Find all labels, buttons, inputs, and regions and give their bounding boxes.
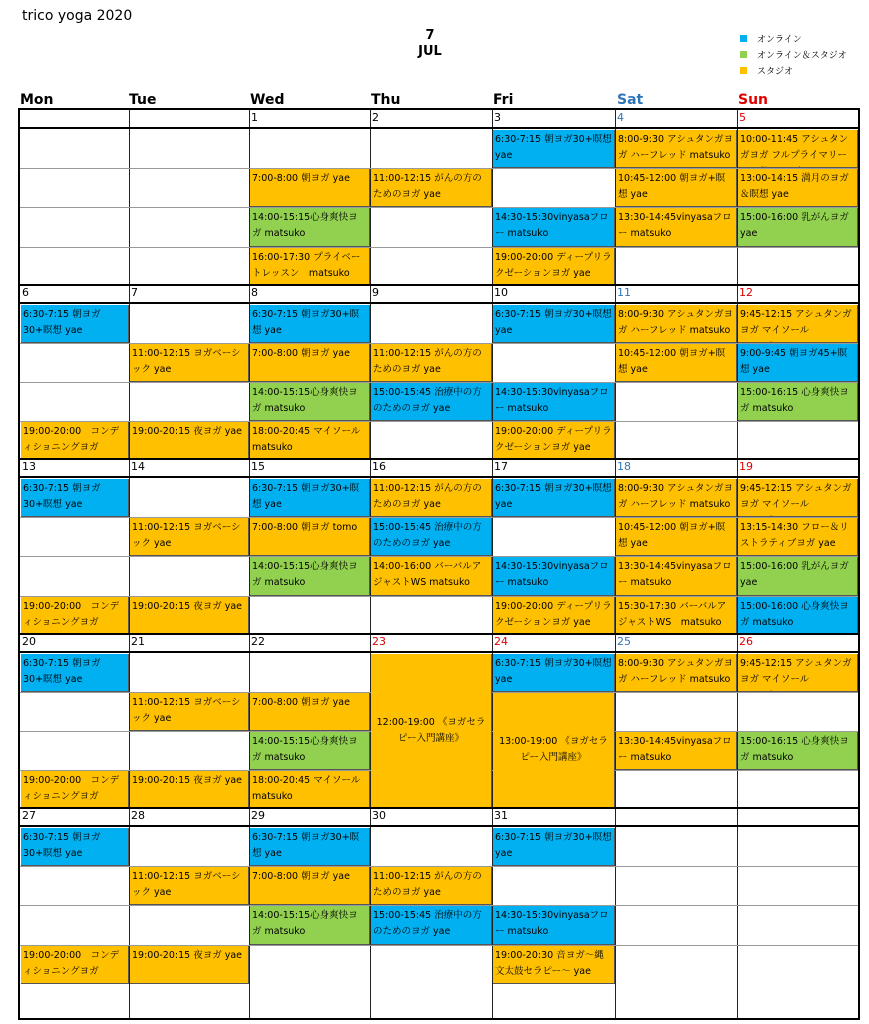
class-block-studio[interactable]: [21, 771, 129, 809]
date-row-divider: [20, 651, 858, 653]
class-label: 6:30-7:15 朝ヨガ30+瞑想 yae: [495, 134, 612, 161]
date-number-sun: 12: [739, 285, 753, 299]
class-label: 8:00-9:30 アシュタンガヨガ ハーフレッド matsuko: [618, 657, 734, 685]
class-block-studio[interactable]: [250, 169, 370, 207]
slot-divider: [20, 247, 858, 248]
class-block-online[interactable]: [493, 130, 615, 168]
class-block-studio[interactable]: [616, 597, 737, 635]
class-label: 19:00-20:00 コンディショニングヨガ: [23, 775, 120, 803]
class-label: 19:00-20:00 コンディショニングヨガ: [23, 426, 120, 454]
class-block-studio[interactable]: [738, 654, 858, 692]
weekday-sun: Sun: [738, 92, 769, 108]
class-label: 14:00-15:15心身爽快ヨガ matsuko: [252, 561, 358, 589]
legend-swatch-both: [740, 51, 747, 58]
date-row-divider: [20, 127, 858, 129]
date-number-tue: 28: [131, 809, 145, 822]
class-label: 6:30-7:15 朝ヨガ30+瞑想 yae: [495, 657, 612, 685]
class-block-studio[interactable]: [371, 479, 492, 517]
class-block-studio[interactable]: [130, 597, 249, 635]
class-label: 9:45-12:15 アシュタンガヨガ マイソール: [740, 483, 852, 510]
class-block-studio[interactable]: [738, 130, 858, 168]
class-block-online[interactable]: [738, 597, 858, 635]
class-block-online[interactable]: [250, 305, 370, 343]
class-label: 15:00-15:45 治療中の方のためのヨガ yae: [373, 522, 482, 550]
class-block-studio[interactable]: [616, 344, 737, 382]
legend-item-studio: [740, 62, 847, 78]
class-label: 11:00-12:15 ヨガベーシック yae: [132, 871, 241, 899]
class-label: 7:00-8:00 朝ヨガ yae: [252, 696, 350, 708]
class-block-online[interactable]: [371, 518, 492, 556]
date-number-sun: 5: [739, 111, 746, 124]
class-block-studio[interactable]: [493, 422, 615, 460]
class-block-studio[interactable]: [738, 305, 858, 343]
class-label: 14:00-15:15心身爽快ヨガ matsuko: [252, 386, 358, 414]
calendar-grid: [18, 108, 860, 1020]
class-block-online[interactable]: [493, 828, 615, 866]
class-label: 19:00-20:15 夜ヨガ yae: [132, 775, 243, 787]
class-block-studio[interactable]: [616, 305, 737, 343]
class-label: 6:30-7:15 朝ヨガ30+瞑想 yae: [495, 308, 612, 336]
class-label: 6:30-7:15 朝ヨガ30+瞑想 yae: [23, 483, 101, 510]
class-block-online[interactable]: [493, 557, 615, 595]
class-label: 6:30-7:15 朝ヨガ30+瞑想 yae: [252, 308, 360, 336]
class-block-studio[interactable]: [493, 946, 615, 984]
class-label: 15:00-16:15 心身爽快ヨガ matsuko: [740, 386, 849, 414]
class-label: 6:30-7:15 朝ヨガ30+瞑想 yae: [252, 483, 360, 510]
date-number-wed: 29: [251, 809, 265, 822]
class-label: 14:30-15:30vinyasaフロー matsuko: [495, 212, 609, 240]
class-block-studio[interactable]: [250, 693, 370, 731]
class-label: 11:00-12:15 がんの方のためのヨガ yae: [373, 347, 482, 375]
class-label: 15:00-16:15 心身爽快ヨガ matsuko: [740, 735, 849, 763]
date-number-thu: 2: [372, 111, 379, 124]
class-block-studio[interactable]: [616, 169, 737, 207]
date-number-sat: 11: [617, 285, 631, 299]
class-block-both[interactable]: [250, 732, 370, 770]
class-block-studio[interactable]: [21, 422, 129, 460]
class-label: 15:00-16:00 乳がんヨガ yae: [740, 212, 849, 240]
class-label: 7:00-8:00 朝ヨガ yae: [252, 347, 350, 359]
legend-item-online: [740, 30, 847, 46]
class-block-studio[interactable]: [616, 208, 737, 246]
class-label: 8:00-9:30 アシュタンガヨガ ハーフレッド matsuko: [618, 134, 734, 161]
class-block-studio[interactable]: [21, 946, 129, 984]
date-number-wed: 1: [251, 111, 258, 124]
class-block-studio[interactable]: [616, 479, 737, 517]
class-block-studio[interactable]: [21, 597, 129, 635]
legend-item-both: [740, 46, 847, 62]
date-row-divider: [20, 302, 858, 304]
class-label: 19:00-20:00 ディープリラクゼーションヨガ yae: [495, 251, 612, 279]
class-label: 7:00-8:00 朝ヨガ yae: [252, 173, 350, 185]
class-label: 6:30-7:15 朝ヨガ30+瞑想 yae: [252, 832, 360, 859]
class-label: 19:00-20:00 コンディショニングヨガ: [23, 600, 120, 628]
class-label: 19:00-20:15 夜ヨガ yae: [132, 949, 243, 961]
class-block-online[interactable]: [250, 479, 370, 517]
weekday-thu: Thu: [371, 92, 401, 108]
class-label: 15:30-17:30 バーバルアジャストWS matsuko: [618, 600, 727, 628]
class-block-online[interactable]: [21, 479, 129, 517]
date-number-thu: 16: [372, 460, 386, 473]
class-block-both[interactable]: [738, 557, 858, 595]
date-number-thu: 23: [372, 634, 386, 648]
date-number-tue: 21: [131, 634, 145, 648]
date-number-wed: 8: [251, 285, 258, 299]
class-label: 14:00-15:15心身爽快ヨガ matsuko: [252, 735, 358, 763]
class-block-online[interactable]: [21, 828, 129, 866]
legend-label: オンライン＆スタジオ: [757, 50, 847, 61]
class-label: 8:00-9:30 アシュタンガヨガ ハーフレッド matsuko: [618, 308, 734, 336]
class-label: 10:45-12:00 朝ヨガ+瞑想 yae: [618, 522, 726, 550]
legend-swatch-studio: [740, 67, 747, 74]
class-block-studio[interactable]: [250, 422, 370, 460]
date-number-sat: 18: [617, 460, 631, 473]
class-label: 19:00-20:15 夜ヨガ yae: [132, 426, 243, 438]
class-label: 9:45-12:15 アシュタンガヨガ マイソール: [740, 308, 852, 336]
class-block-studio[interactable]: [371, 557, 492, 595]
class-block-online[interactable]: [371, 906, 492, 944]
date-number-mon: 27: [22, 809, 36, 822]
class-label: 15:00-15:45 治療中の方のためのヨガ yae: [373, 910, 482, 938]
class-label: 11:00-12:15 ヨガベーシック yae: [132, 696, 241, 724]
class-label: 10:45-12:00 朝ヨガ+瞑想 yae: [618, 173, 726, 201]
class-block-online[interactable]: [371, 383, 492, 421]
class-block-online[interactable]: [493, 208, 615, 246]
legend-swatch-online: [740, 35, 747, 42]
class-block-both[interactable]: [738, 208, 858, 246]
class-block-both[interactable]: [738, 383, 858, 421]
date-number-sat: 4: [617, 111, 624, 124]
class-label: 14:30-15:30vinyasaフロー matsuko: [495, 386, 609, 414]
class-block-online[interactable]: [493, 479, 615, 517]
class-block-both[interactable]: [250, 383, 370, 421]
class-label: 19:00-20:30 音ヨガ～縄文太鼓セラピー～ yae: [495, 949, 604, 977]
class-label: 16:00-17:30 プライベートレッスン matsuko: [252, 251, 361, 279]
date-number-mon: 13: [22, 460, 36, 473]
date-number-mon: 6: [22, 285, 29, 299]
class-label: 15:00-15:45 治療中の方のためのヨガ yae: [373, 386, 482, 414]
class-label: 9:45-12:15 アシュタンガヨガ マイソール: [740, 657, 852, 685]
class-label: 11:00-12:15 がんの方のためのヨガ yae: [373, 871, 482, 899]
date-number-fri: 10: [494, 285, 508, 299]
class-block-studio[interactable]: [616, 130, 737, 168]
class-block-studio[interactable]: [250, 248, 370, 286]
class-label: 13:30-14:45vinyasaフロー matsuko: [618, 735, 732, 763]
class-label: 18:00-20:45 マイソール matsuko: [252, 426, 361, 454]
class-label: 11:00-12:15 ヨガベーシック yae: [132, 522, 241, 550]
class-block-studio[interactable]: [250, 867, 370, 905]
class-label: 14:00-15:15心身爽快ヨガ matsuko: [252, 910, 358, 938]
class-label: 7:00-8:00 朝ヨガ tomo: [252, 522, 358, 534]
class-block-studio[interactable]: [130, 771, 249, 809]
class-label: 6:30-7:15 朝ヨガ30+瞑想 yae: [23, 308, 101, 336]
class-block-online[interactable]: [738, 344, 858, 382]
legend-label: オンライン: [757, 34, 802, 45]
class-block-studio[interactable]: [130, 422, 249, 460]
date-number-wed: 22: [251, 634, 265, 648]
class-block-studio[interactable]: [130, 867, 249, 905]
month-number: 7: [425, 28, 435, 43]
class-block-both[interactable]: [738, 732, 858, 770]
class-block-online[interactable]: [21, 305, 129, 343]
class-block-studio[interactable]: [371, 344, 492, 382]
class-block-studio[interactable]: [616, 518, 737, 556]
class-label: 8:00-9:30 アシュタンガヨガ ハーフレッド matsuko: [618, 483, 734, 510]
class-block-studio[interactable]: [130, 946, 249, 984]
class-label: 6:30-7:15 朝ヨガ30+瞑想 yae: [495, 483, 612, 510]
class-block-studio[interactable]: [616, 732, 737, 770]
class-label: 13:00-14:15 満月のヨガ＆瞑想 yae: [740, 173, 849, 201]
class-label: 14:30-15:30vinyasaフロー matsuko: [495, 910, 609, 938]
date-number-mon: 20: [22, 634, 36, 648]
class-block-studio[interactable]: [493, 693, 615, 810]
class-label: 19:00-20:15 夜ヨガ yae: [132, 600, 243, 612]
class-label: 14:00-16:00 バーバルアジャストWS matsuko: [373, 561, 482, 589]
class-label: 9:00-9:45 朝ヨガ45+瞑想 yae: [740, 347, 848, 375]
class-block-studio[interactable]: [493, 597, 615, 635]
weekday-fri: Fri: [493, 92, 514, 108]
weekday-sat: Sat: [617, 92, 644, 108]
class-label: 19:00-20:00 ディープリラクゼーションヨガ yae: [495, 426, 612, 454]
class-label: 15:00-16:00 心身爽快ヨガ matsuko: [740, 600, 849, 628]
class-block-studio[interactable]: [371, 654, 492, 810]
class-block-online[interactable]: [493, 383, 615, 421]
weekday-tue: Tue: [129, 92, 157, 108]
class-label: 6:30-7:15 朝ヨガ30+瞑想 yae: [23, 657, 101, 685]
class-block-both[interactable]: [250, 208, 370, 246]
class-block-online[interactable]: [493, 654, 615, 692]
date-number-thu: 30: [372, 809, 386, 822]
class-label: 11:00-12:15 ヨガベーシック yae: [132, 347, 241, 375]
class-label: 14:00-15:15心身爽快ヨガ matsuko: [252, 212, 358, 240]
class-block-studio[interactable]: [738, 479, 858, 517]
class-label: 13:30-14:45vinyasaフロー matsuko: [618, 212, 732, 240]
date-number-thu: 9: [372, 285, 379, 299]
class-label: 19:00-20:00 ディープリラクゼーションヨガ yae: [495, 600, 612, 628]
class-block-studio[interactable]: [250, 344, 370, 382]
date-number-sun: 19: [739, 460, 753, 473]
date-number-fri: 3: [494, 111, 501, 124]
month-abbr: JUL: [418, 44, 442, 59]
date-number-sat: 25: [617, 634, 631, 648]
class-block-online[interactable]: [493, 906, 615, 944]
class-label: 13:30-14:45vinyasaフロー matsuko: [618, 561, 732, 589]
class-block-studio[interactable]: [130, 344, 249, 382]
class-block-studio[interactable]: [493, 248, 615, 286]
date-number-tue: 14: [131, 460, 145, 473]
class-label: 11:00-12:15 がんの方のためのヨガ yae: [373, 483, 482, 510]
class-label: 10:45-12:00 朝ヨガ+瞑想 yae: [618, 347, 726, 375]
date-number-fri: 31: [494, 809, 508, 822]
class-block-studio[interactable]: [371, 169, 492, 207]
class-block-studio[interactable]: [616, 557, 737, 595]
class-label: 18:00-20:45 マイソール matsuko: [252, 775, 361, 803]
class-label: 19:00-20:00 コンディショニングヨガ: [23, 949, 120, 977]
class-label: 13:00-19:00 《ヨガセラピー入門講座》: [499, 736, 608, 764]
class-label: 10:00-11:45 アシュタンガヨガ フルプライマリー: [740, 134, 849, 161]
page-title: trico yoga 2020: [22, 8, 133, 24]
legend: [740, 30, 847, 78]
class-label: 11:00-12:15 がんの方のためのヨガ yae: [373, 173, 482, 201]
class-block-studio[interactable]: [616, 654, 737, 692]
class-label: 13:15-14:30 フロー＆リストラティブヨガ yae: [740, 522, 849, 550]
date-number-tue: 7: [131, 285, 138, 299]
date-row-divider: [20, 825, 858, 827]
class-block-online[interactable]: [21, 654, 129, 692]
legend-label: スタジオ: [757, 66, 794, 77]
date-number-fri: 17: [494, 460, 508, 473]
class-label: 15:00-16:00 乳がんヨガ yae: [740, 561, 849, 589]
class-block-both[interactable]: [250, 557, 370, 595]
class-block-studio[interactable]: [738, 169, 858, 207]
class-block-studio[interactable]: [130, 518, 249, 556]
class-label: 7:00-8:00 朝ヨガ yae: [252, 871, 350, 883]
weekday-wed: Wed: [250, 92, 285, 108]
class-label: 12:00-19:00 《ヨガセラピー入門講座》: [376, 716, 486, 744]
class-block-studio[interactable]: [250, 771, 370, 809]
class-label: 6:30-7:15 朝ヨガ30+瞑想 yae: [23, 832, 101, 859]
class-block-both[interactable]: [250, 906, 370, 944]
class-label: 14:30-15:30vinyasaフロー matsuko: [495, 561, 609, 589]
class-block-studio[interactable]: [130, 693, 249, 731]
date-row-divider: [20, 476, 858, 478]
month-header: [380, 28, 480, 60]
date-number-fri: 24: [494, 634, 508, 648]
date-number-wed: 15: [251, 460, 265, 473]
date-number-sun: 26: [739, 634, 753, 648]
class-block-online[interactable]: [493, 305, 615, 343]
class-block-studio[interactable]: [371, 867, 492, 905]
class-block-studio[interactable]: [738, 518, 858, 556]
weekday-mon: Mon: [20, 92, 54, 108]
class-block-online[interactable]: [250, 828, 370, 866]
class-label: 6:30-7:15 朝ヨガ30+瞑想 yae: [495, 832, 612, 859]
class-block-studio[interactable]: [250, 518, 370, 556]
